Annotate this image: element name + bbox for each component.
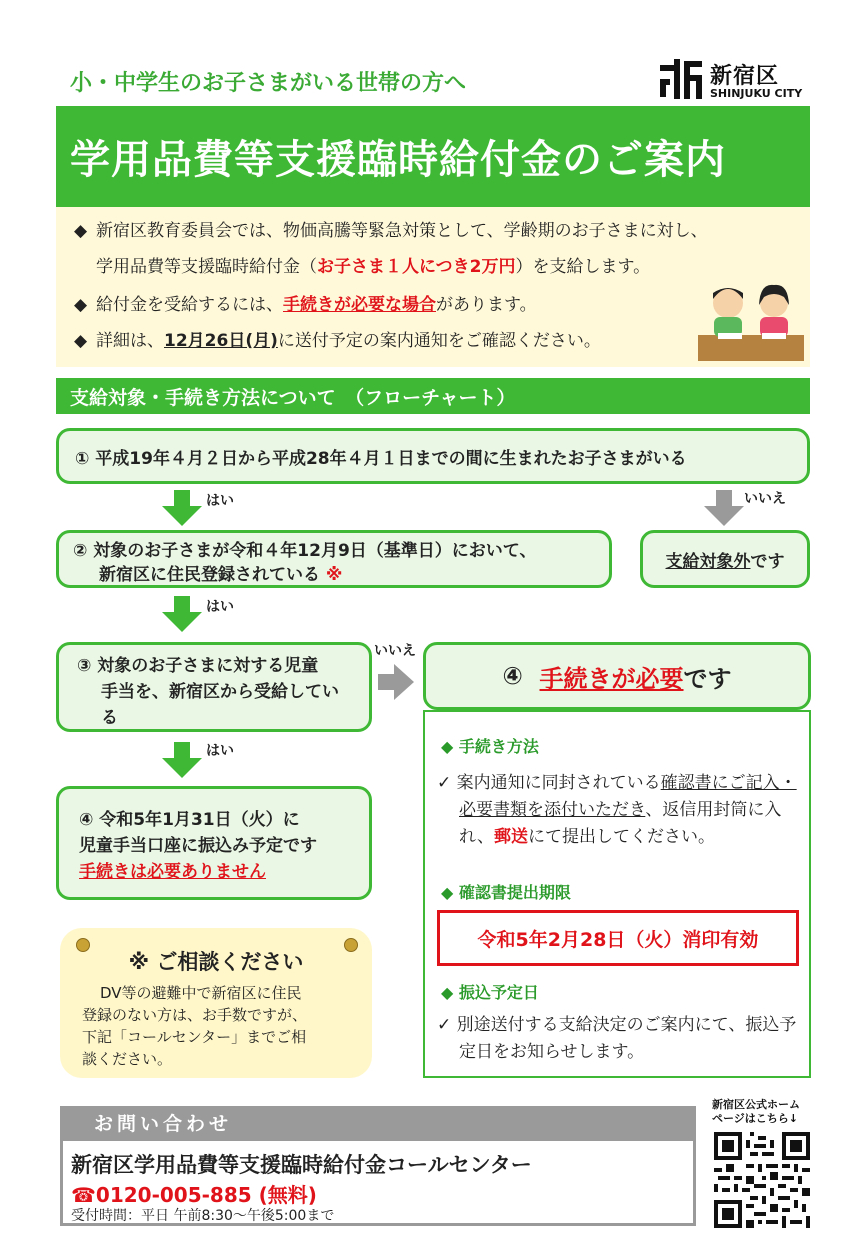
amount-highlight: お子さま１人につき2万円: [317, 257, 516, 277]
logo-text: 新宿区: [710, 64, 780, 89]
check-icon: ✓: [437, 1015, 457, 1035]
qr-caption: 新宿区公式ホーム ページはこちら↓: [712, 1098, 800, 1125]
arrow-right-no: [378, 664, 414, 700]
procedure-required-highlight: 手続きが必要な場合: [283, 295, 436, 315]
flow-q3-line1: ③ 対象のお子さまに対する児童: [77, 656, 319, 676]
flowchart-section-title: 支給対象・手続き方法について （フローチャート）: [56, 378, 810, 414]
page-title: 学用品費等支援臨時給付金のご案内: [56, 106, 810, 207]
no-label-2: いいえ: [374, 643, 416, 659]
flow-q3: [56, 642, 372, 732]
procedure-method-text: ✓ 案内通知に同封されている確認書にご記入・必要書類を添付いただき、返信用封筒に入れ、郵送にて提出してください。: [437, 773, 797, 847]
flow-r4b-line1: ④ 令和5年1月31日（火）に: [79, 810, 300, 830]
arrow-down-yes-3: [162, 742, 202, 778]
intro-bullet-2: ◆ 給付金を受給するには、手続きが必要な場合があります。: [74, 295, 537, 315]
check-icon: ✓: [437, 773, 457, 793]
no-procedure-needed: 手続きは必要ありません: [79, 862, 266, 882]
diamond-icon: ◆: [74, 295, 88, 315]
flow-q1: ① 平成19年４月２日から平成28年４月１日までの間に生まれたお子さまがいる: [56, 428, 810, 484]
deadline-heading: ◆ 確認書提出期限: [441, 883, 571, 902]
flow-not-eligible: [640, 530, 810, 588]
call-center-phone[interactable]: ☎0120-005-885 (無料): [71, 1183, 317, 1207]
flow-q2-line2: 新宿区に住民登録されている ※: [99, 565, 343, 585]
flow-procedure-required: [423, 642, 811, 710]
procedure-required-suffix: です: [683, 664, 732, 693]
not-eligible-suffix: です: [750, 551, 785, 572]
arrow-down-yes-2: [162, 596, 202, 632]
procedure-required-text: 手続きが必要: [539, 664, 684, 693]
diamond-icon: ◆: [74, 331, 88, 351]
call-center-name: 新宿区学用品費等支援臨時給付金コールセンター: [71, 1153, 532, 1177]
yes-label-3: はい: [206, 743, 234, 759]
no-label-1: いいえ: [744, 491, 786, 507]
flow-r4b-line2: 児童手当口座に振込み予定です: [79, 836, 317, 856]
arrow-down-yes-1: [162, 490, 202, 526]
notice-date: 12月26日(月): [164, 331, 278, 351]
intro-bullet-1: ◆ 新宿区教育委員会では、物価高騰等緊急対策として、学齢期のお子さまに対し、: [74, 221, 708, 241]
shinjuku-emblem-icon: [656, 55, 706, 103]
flow-no-procedure: [56, 786, 372, 900]
diamond-icon: ◆: [74, 221, 88, 241]
logo-english: SHINJUKU CITY: [710, 87, 803, 100]
flow-q2: [56, 530, 612, 588]
yes-label-1: はい: [206, 493, 234, 509]
arrow-down-no-1: [704, 490, 744, 526]
flow-q2-line1: ② 対象のお子さまが令和４年12月9日（基準日）において、: [73, 541, 537, 561]
page-subtitle: 小・中学生のお子さまがいる世帯の方へ: [70, 71, 467, 96]
yes-label-2: はい: [206, 599, 234, 615]
confirmation-form-text: 確認書にご記入・必要書類を添付いただき: [459, 773, 797, 820]
transfer-date-heading: ◆ 振込予定日: [441, 983, 539, 1002]
procedure-panel: [423, 710, 811, 1078]
note-mark: ※: [325, 565, 343, 585]
contact-box: [60, 1138, 696, 1226]
consultation-title: ※ ご相談ください: [128, 950, 304, 974]
consultation-text: DV等の避難中で新宿区に住民 登録のない方は、お手数ですが、 下記「コールセンター」までご相 談ください。: [82, 984, 308, 1068]
flow-q3-line2: 手当を、新宿区から受給してい: [101, 682, 339, 702]
procedure-method-heading: ◆ 手続き方法: [441, 737, 539, 756]
qr-code[interactable]: [714, 1132, 810, 1228]
mail-highlight: 郵送: [494, 827, 529, 847]
children-studying-illustration: [696, 275, 806, 363]
call-center-hours: 受付時間：平日 午前8:30～午後5:00まで: [71, 1208, 335, 1224]
transfer-date-text: ✓ 別途送付する支給決定のご案内にて、振込予定日をお知らせします。: [437, 1015, 797, 1062]
consultation-box: [60, 928, 372, 1078]
deadline-box: 令和5年2月28日（火）消印有効: [437, 910, 799, 966]
not-eligible-text: 支給対象外: [665, 551, 751, 572]
step-number: ④: [502, 662, 523, 690]
contact-heading: お問い合わせ: [60, 1106, 696, 1138]
intro-bullet-3: ◆ 詳細は、12月26日(月)に送付予定の案内通知をご確認ください。: [74, 331, 601, 351]
flow-q3-line3: る: [101, 708, 118, 728]
shinjuku-logo: [656, 55, 806, 105]
intro-bullet-1-cont: 学用品費等支援臨時給付金（お子さま１人につき2万円）を支給します。: [96, 257, 651, 277]
intro-section: [56, 207, 810, 367]
